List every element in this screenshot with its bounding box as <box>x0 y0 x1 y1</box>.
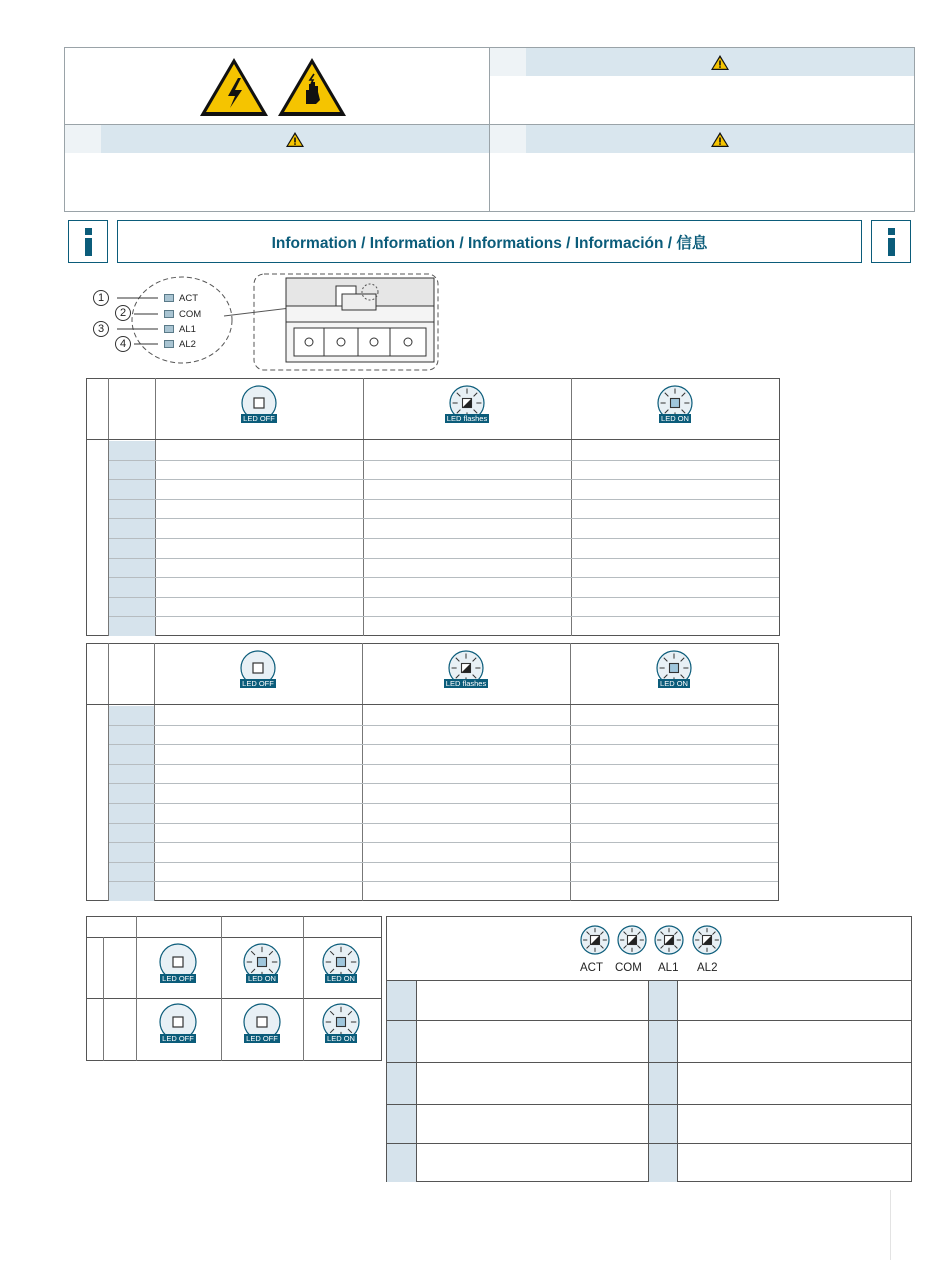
divider <box>386 1020 912 1021</box>
led-indicator <box>164 310 174 318</box>
led-state-label: LED OFF <box>243 414 275 423</box>
divider <box>86 937 382 938</box>
divider <box>109 842 778 843</box>
info-title: Information / Information / Informations / Información / 信息 <box>117 220 862 263</box>
caution-bar-pad <box>65 125 101 153</box>
led-state-label: LED ON <box>327 974 355 983</box>
row-stripe <box>109 461 155 480</box>
led-flashing-icon <box>653 924 685 961</box>
divider <box>109 460 779 461</box>
led-state-label: LED OFF <box>162 974 194 983</box>
divider <box>109 499 779 500</box>
row-stripe <box>109 784 154 803</box>
row-stripe <box>109 480 155 499</box>
divider <box>86 439 780 440</box>
high-voltage-warning-icon <box>198 56 270 118</box>
caution-triangle-icon <box>285 131 305 148</box>
led-state-label: LED ON <box>661 414 689 423</box>
divider <box>386 1104 912 1105</box>
row-stripe <box>109 745 154 764</box>
divider <box>386 1062 912 1063</box>
divider <box>109 803 778 804</box>
row-stripe <box>387 1020 416 1062</box>
divider <box>109 558 779 559</box>
electric-shock-warning-icon <box>276 56 348 118</box>
caution-triangle-icon <box>710 131 730 148</box>
divider <box>109 725 778 726</box>
divider <box>109 577 779 578</box>
led-state-label: LED flashes <box>445 679 487 688</box>
row-stripe <box>109 726 154 745</box>
row-stripe <box>387 981 416 1020</box>
callout-4: 4 <box>115 336 131 352</box>
caution-triangle-icon <box>710 54 730 71</box>
led-state-label: LED OFF <box>162 1034 194 1043</box>
divider <box>109 862 778 863</box>
divider <box>109 764 778 765</box>
led-location-diagram <box>90 272 442 374</box>
row-stripe <box>109 441 155 460</box>
callout-3: 3 <box>93 321 109 337</box>
divider <box>109 538 779 539</box>
info-icon <box>871 220 911 263</box>
divider <box>103 937 104 1061</box>
divider <box>677 980 678 1182</box>
legend-label-al1: AL1 <box>658 962 679 974</box>
divider <box>890 1190 891 1260</box>
led-state-label: LED flashes <box>446 414 488 423</box>
divider <box>648 980 649 1182</box>
divider <box>109 744 778 745</box>
callout-2: 2 <box>115 305 131 321</box>
row-stripe <box>649 1104 677 1143</box>
row-stripe <box>109 824 154 843</box>
divider <box>416 980 417 1182</box>
led-indicator <box>164 325 174 333</box>
divider <box>109 616 779 617</box>
divider <box>136 916 137 1061</box>
row-stripe <box>649 1062 677 1104</box>
divider <box>109 783 778 784</box>
led-label-com: COM <box>179 309 202 320</box>
info-icon <box>68 220 108 263</box>
divider <box>86 998 382 999</box>
legend-label-com: COM <box>615 962 642 974</box>
led-flashing-icon <box>616 924 648 961</box>
led-state-label: LED OFF <box>242 679 274 688</box>
led-state-label: LED ON <box>660 679 688 688</box>
legend-label-act: ACT <box>580 962 603 974</box>
row-stripe <box>387 1062 416 1104</box>
row-stripe <box>109 559 155 578</box>
callout-1: 1 <box>93 290 109 306</box>
divider <box>221 916 222 1061</box>
row-stripe <box>109 578 155 597</box>
caution-bar <box>526 125 914 153</box>
row-stripe <box>649 981 677 1020</box>
row-stripe <box>109 617 155 636</box>
divider <box>303 916 304 1061</box>
led-state-label: LED ON <box>327 1034 355 1043</box>
led-state-label: LED OFF <box>246 1034 278 1043</box>
divider <box>109 479 779 480</box>
led-indicator <box>164 294 174 302</box>
row-stripe <box>109 706 154 725</box>
legend-label-al2: AL2 <box>697 962 718 974</box>
row-stripe <box>109 539 155 558</box>
caution-bar-pad <box>490 125 526 153</box>
row-stripe <box>109 843 154 862</box>
led-flashing-icon <box>579 924 611 961</box>
caution-bar <box>526 48 914 76</box>
row-stripe <box>109 765 154 784</box>
row-stripe <box>109 863 154 882</box>
row-stripe <box>109 882 154 901</box>
caution-bar-pad <box>490 48 526 76</box>
row-stripe <box>109 598 155 617</box>
row-stripe <box>649 1020 677 1062</box>
led-indicator <box>164 340 174 348</box>
row-stripe <box>387 1104 416 1143</box>
divider <box>109 597 779 598</box>
led-state-label: LED ON <box>248 974 276 983</box>
led-label-al1: AL1 <box>179 324 196 335</box>
divider <box>109 518 779 519</box>
divider <box>109 823 778 824</box>
row-stripe <box>109 519 155 538</box>
led-label-al2: AL2 <box>179 339 196 350</box>
row-stripe <box>387 1143 416 1182</box>
divider <box>109 881 778 882</box>
led-label-act: ACT <box>179 293 198 304</box>
row-stripe <box>109 500 155 519</box>
led-flashing-icon <box>691 924 723 961</box>
divider <box>386 1143 912 1144</box>
caution-bar <box>101 125 489 153</box>
row-stripe <box>109 804 154 823</box>
divider <box>86 704 779 705</box>
row-stripe <box>649 1143 677 1182</box>
